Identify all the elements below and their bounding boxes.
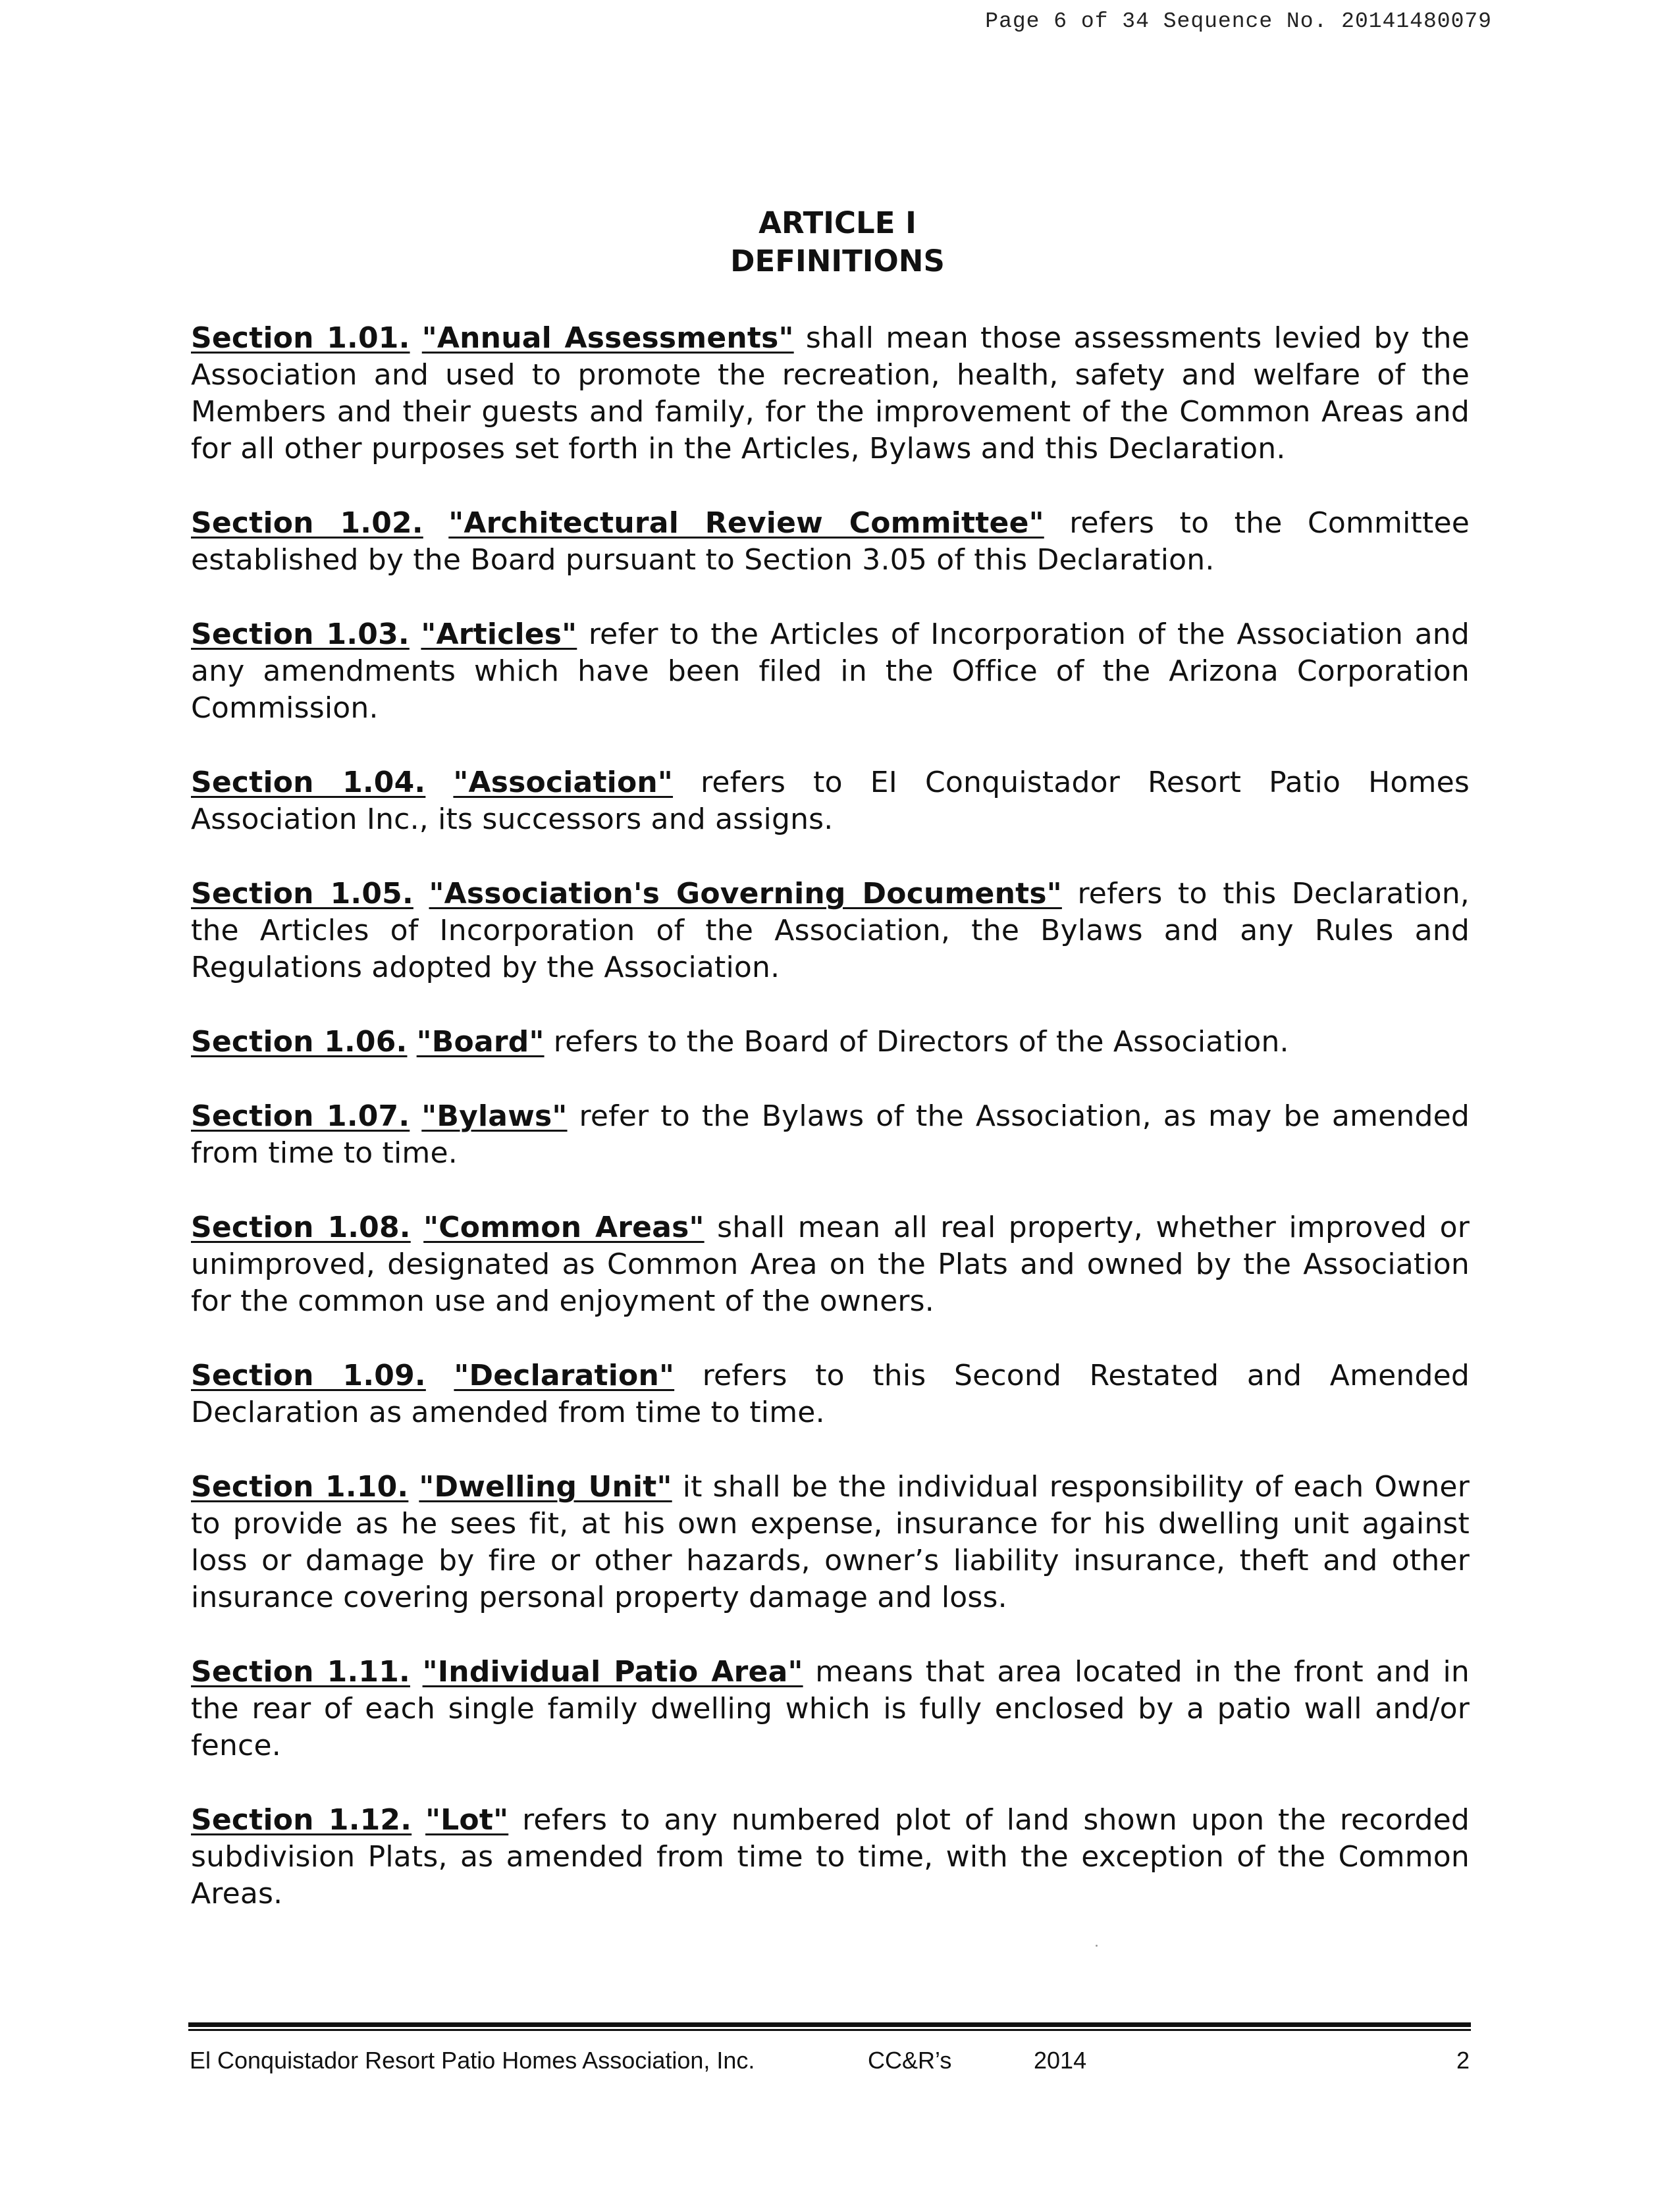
section-number: Section 1.07. <box>191 1099 410 1133</box>
section-number: Section 1.04. <box>191 766 426 799</box>
definitions-body <box>191 320 1470 1950</box>
defined-term: "Lot" <box>425 1803 509 1837</box>
defined-term: "Dwelling Unit" <box>419 1470 672 1504</box>
section-text: shall mean all real property, whether improved or unimproved, designated as Common Area on the Plats and owned by the Association for the common use and enjoyment of the owners. <box>191 1211 1470 1318</box>
section-text: refer to the Bylaws of the Association, as may be amended from time to time. <box>191 1099 1470 1170</box>
section-1-05 <box>191 876 1470 986</box>
section-number: Section 1.05. <box>191 877 413 910</box>
section-number: Section 1.08. <box>191 1211 411 1244</box>
defined-term: "Board" <box>416 1025 545 1059</box>
section-number: Section 1.01. <box>191 321 410 355</box>
section-number: Section 1.06. <box>191 1025 408 1059</box>
footer-page-number: 2 <box>1456 2047 1470 2074</box>
section-1-07 <box>191 1098 1470 1172</box>
section-text: refers to the Committee established by the Board pursuant to Section 3.05 of this Declaration. <box>191 506 1470 577</box>
section-number: Section 1.11. <box>191 1655 410 1689</box>
section-number: Section 1.09. <box>191 1359 426 1392</box>
section-text: refers to the Board of Directors of the Association. <box>544 1025 1289 1059</box>
section-1-04 <box>191 764 1470 838</box>
section-1-03 <box>191 616 1470 727</box>
section-number: Section 1.10. <box>191 1470 409 1504</box>
section-text: it shall be the individual responsibility of each Owner to provide as he sees fit, at his own expense, insurance for his dwelling unit against loss or damage by fire or other hazards, owner’s liability insurance, theft and other insurance covering personal property damage and loss. <box>191 1470 1470 1614</box>
section-1-01 <box>191 320 1470 467</box>
section-text: refers to this Second Restated and Amended Declaration as amended from time to time. <box>191 1359 1470 1429</box>
page-footer <box>190 2041 1470 2080</box>
scan-speck <box>1096 1945 1098 1947</box>
section-1-09 <box>191 1357 1470 1431</box>
footer-rule-thin <box>188 2029 1471 2031</box>
footer-rule-thick <box>188 2022 1471 2027</box>
section-text: refers to this Declaration, the Articles of Incorporation of the Association, the Bylaws and any Rules and Regulations adopted by the Association. <box>191 877 1470 984</box>
section-1-06 <box>191 1024 1470 1061</box>
section-1-10 <box>191 1469 1470 1616</box>
section-1-11 <box>191 1654 1470 1764</box>
section-number: Section 1.03. <box>191 618 410 651</box>
section-text: means that area located in the front and in the rear of each single family dwelling which is fully enclosed by a patio wall and/or fence. <box>191 1655 1470 1762</box>
section-text: shall mean those assessments levied by the Association and used to promote the recreation, health, safety and welfare of the Members and their guests and family, for the improvement of the Common Areas and for all other purposes set forth in the Articles, Bylaws and this Declaration. <box>191 321 1470 465</box>
footer-document: CC&R’s <box>868 2047 952 2074</box>
section-number: Section 1.12. <box>191 1803 412 1837</box>
section-1-08 <box>191 1209 1470 1320</box>
defined-term: "Annual Assessments" <box>421 321 794 355</box>
section-text: refers to EI Conquistador Resort Patio Homes Association Inc., its successors and assigns. <box>191 766 1470 836</box>
defined-term: "Articles" <box>421 618 577 651</box>
article-heading <box>0 204 1675 280</box>
section-text: refers to any numbered plot of land shown upon the recorded subdivision Plats, as amended from time to time, with the exception of the Common Areas. <box>191 1803 1470 1910</box>
article-number: ARTICLE I <box>758 205 917 240</box>
page-sequence-header: Page 6 of 34 Sequence No. 20141480079 <box>985 9 1492 34</box>
defined-term: "Bylaws" <box>421 1099 568 1133</box>
defined-term: "Association's Governing Documents" <box>429 877 1062 910</box>
section-1-02 <box>191 505 1470 579</box>
section-text: refer to the Articles of Incorporation of the Association and any amendments which have been filed in the Office of the Arizona Corporation Commission. <box>191 618 1470 725</box>
defined-term: "Architectural Review Committee" <box>448 506 1044 540</box>
defined-term: "Individual Patio Area" <box>422 1655 803 1689</box>
section-number: Section 1.02. <box>191 506 423 540</box>
defined-term: "Common Areas" <box>423 1211 705 1244</box>
section-1-12 <box>191 1802 1470 1912</box>
defined-term: "Association" <box>453 766 674 799</box>
footer-organization: El Conquistador Resort Patio Homes Association, Inc. <box>190 2047 755 2074</box>
defined-term: "Declaration" <box>454 1359 675 1392</box>
footer-year: 2014 <box>1034 2047 1087 2074</box>
article-title: DEFINITIONS <box>730 244 945 278</box>
